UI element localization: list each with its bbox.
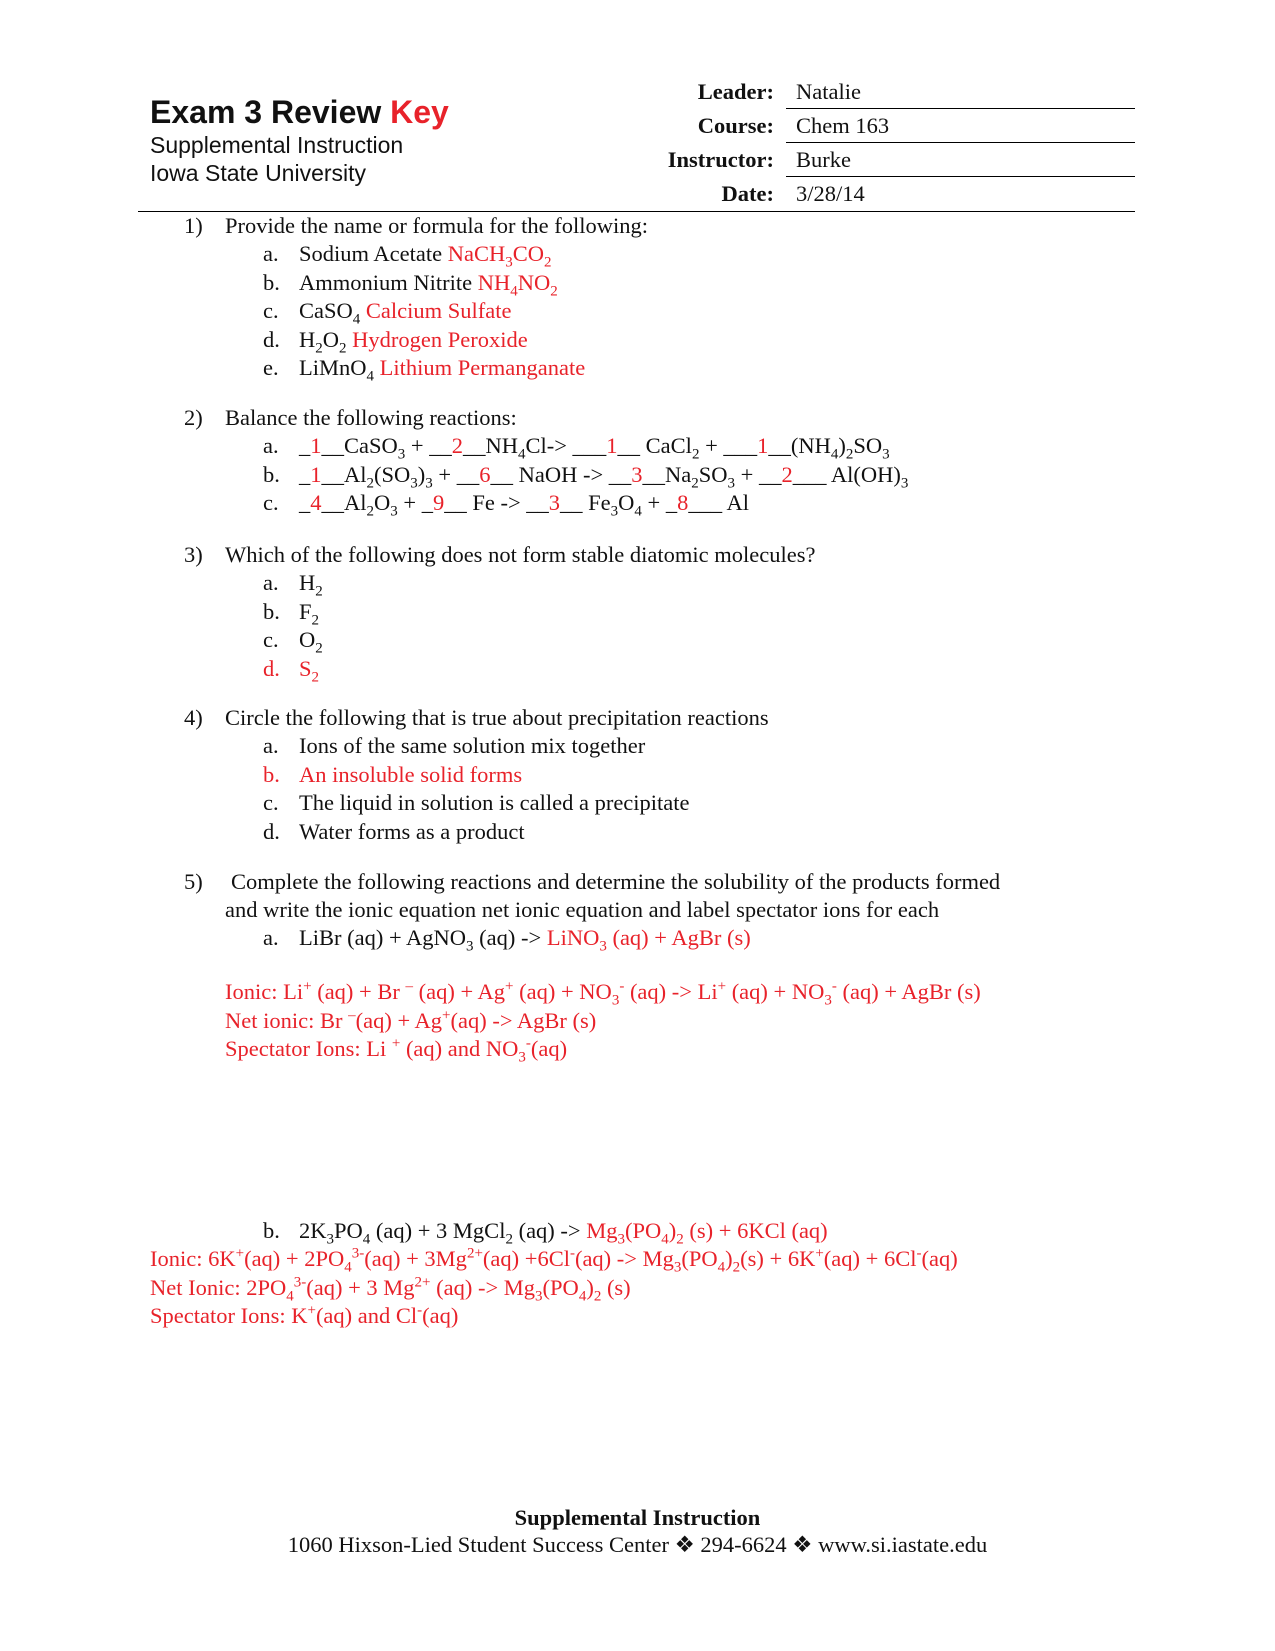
- option-item: [184, 269, 1104, 298]
- option-item: [184, 732, 1104, 761]
- reaction-b: [263, 1217, 828, 1246]
- option-letter: a.: [263, 925, 279, 950]
- reaction-a-products: LiNO$_3$ (aq) + AgBr (s): [546, 925, 751, 955]
- option-text: An insoluble solid forms: [299, 761, 523, 787]
- reaction-b-products: $Mg_3(PO_4)_2$ (s) + 6KCl (aq): [586, 1218, 828, 1248]
- option-letter: c.: [263, 790, 279, 815]
- option-body: [299, 269, 558, 298]
- option-body: [299, 626, 323, 655]
- option-letter: b.: [263, 269, 280, 295]
- reaction-a-net-ionic: Net ionic: Br –(aq) + Ag+(aq) -> AgBr (s): [225, 1007, 597, 1033]
- option-letter: b.: [263, 461, 280, 487]
- question-text: Which of the following does not form stable diatomic molecules?: [225, 542, 816, 567]
- header-field-label: Instructor:: [667, 147, 774, 172]
- reaction-b-spectator: Spectator Ions: K+(aq) and Cl-(aq): [150, 1302, 459, 1328]
- header-field-row: [640, 109, 1135, 143]
- option-body: [299, 732, 645, 761]
- option-letter: b.: [263, 1218, 280, 1243]
- option-letter: e.: [263, 355, 279, 380]
- option-body: [299, 489, 749, 518]
- question-number: 5): [184, 869, 203, 894]
- option-text: The liquid in solution is called a precipitate: [299, 790, 690, 815]
- option-text: $O_2$: [299, 627, 323, 657]
- header-field-label: Leader:: [697, 79, 774, 104]
- option-body: [299, 297, 511, 326]
- option-item: [184, 489, 1104, 518]
- option-text: $S_2$: [299, 655, 320, 685]
- option-body: [299, 432, 890, 461]
- option-body: [299, 461, 908, 490]
- option-item: [184, 297, 1104, 326]
- option-prompt: $H_2O_2$: [299, 326, 347, 356]
- question-text: Circle the following that is true about precipitation reactions: [225, 705, 769, 730]
- question-1: [184, 212, 1104, 383]
- header-field-label: Course:: [697, 113, 774, 138]
- option-letter: c.: [263, 627, 279, 652]
- option-text: Water forms as a product: [299, 818, 525, 844]
- option-text: $H_2$: [299, 570, 323, 600]
- question-text-line2: and write the ionic equation net ionic equation and label spectator ions for each: [225, 897, 940, 922]
- option-item: [184, 432, 1104, 461]
- option-letter: b.: [263, 761, 280, 787]
- question-text: Balance the following reactions:: [225, 405, 517, 430]
- option-letter: d.: [263, 326, 280, 352]
- header-field-label: Date:: [721, 181, 774, 206]
- question-number: 3): [184, 542, 203, 567]
- option-item: [184, 789, 1104, 818]
- reaction-b-ionic: Ionic: $6K^+(aq) + 2PO_4^{3-}(aq) + 3Mg^{2+}(aq) +6Cl^-(aq) -> Mg_3(PO_4)_2(s) + 6K^+(aq) + 6Cl^-(aq)$: [150, 1245, 958, 1276]
- option-item: [184, 626, 1104, 655]
- option-item: [184, 598, 1104, 627]
- option-prompt: Sodium Acetate: [299, 241, 443, 266]
- option-letter: d.: [263, 818, 280, 844]
- option-letter: c.: [263, 490, 279, 515]
- question-number: 4): [184, 705, 203, 730]
- question-5: [184, 868, 1144, 953]
- option-text: $F_2$: [299, 598, 320, 628]
- header-block: [150, 93, 449, 187]
- option-prompt: Ammonium Nitrite: [299, 269, 473, 295]
- option-item: [184, 461, 1104, 490]
- option-letter: a.: [263, 241, 279, 266]
- question-text: Provide the name or formula for the following:: [225, 213, 649, 238]
- option-answer: $NH_4NO_2$: [477, 269, 558, 299]
- header-field-value: Chem 163: [786, 109, 1135, 143]
- question-3: [184, 541, 1104, 683]
- option-prompt: LiMnO$_4$: [299, 355, 374, 385]
- option-item: [184, 240, 1104, 269]
- option-body: [299, 761, 522, 790]
- option-prompt: CaSO$_4$: [299, 298, 361, 328]
- option-item: [184, 326, 1104, 355]
- reaction-b-answers: [150, 1245, 958, 1331]
- question-number: 1): [184, 213, 203, 238]
- reaction-a-reactants: LiBr (aq) + AgNO$_3$ (aq) ->: [299, 925, 542, 955]
- option-answer: Calcium Sulfate: [365, 298, 512, 323]
- option-body: [299, 326, 528, 355]
- reaction-a-answers: [225, 978, 981, 1064]
- header-field-row: [640, 177, 1135, 211]
- option-body: [299, 569, 323, 598]
- title-key: Key: [390, 94, 449, 130]
- option-item: [184, 569, 1104, 598]
- reaction-b-net-ionic: Net Ionic: $2PO_4^{3-}(aq) + 3$ $Mg^{2+}$ $(aq) -> Mg_3(PO_4)_2$ (s): [150, 1274, 631, 1304]
- option-text: Ions of the same solution mix together: [299, 733, 646, 758]
- option-body: [299, 655, 319, 684]
- reaction-a: [184, 924, 1144, 953]
- reaction-a-ionic: Ionic: Li+ (aq) + Br – (aq) + Ag+ $(aq) + NO_3^-$ (aq) -> Li+ $(aq) + NO_3^-$ (aq) + AgBr (s): [225, 978, 981, 1009]
- option-body: [299, 240, 552, 269]
- footer-title: Supplemental Instruction: [514, 1505, 761, 1530]
- footer-contact: 1060 Hixson-Lied Student Success Center ❖ 294-6624 ❖ www.si.iastate.edu: [287, 1532, 988, 1557]
- header-field-row: [640, 75, 1135, 109]
- reaction-b-reactants: $2K_3PO_4$ (aq) + 3 MgCl$_2$ (aq) ->: [299, 1218, 581, 1248]
- option-body: [299, 789, 690, 818]
- reaction-equation: $\_1\_\_Al_2(SO_3)_3$ + __6__ NaOH -> $\_\_3\_\_Na_2SO_3$ + __2___ $Al(OH)_3$: [299, 461, 909, 491]
- option-letter: a.: [263, 570, 279, 595]
- header-field-value: 3/28/14: [796, 181, 865, 206]
- reaction-equation: _1__CaSO$_3$ + $\_\_2\_\_NH_4Cl->$ ___1__ CaCl$_2$ + $\_\_\_1\_\_(NH_4)_2SO_3$: [299, 433, 890, 463]
- option-letter: a.: [263, 433, 279, 458]
- subtitle-university: Iowa State University: [150, 160, 367, 186]
- question-3-options: [184, 569, 1104, 683]
- option-answer: Hydrogen Peroxide: [352, 326, 528, 352]
- page-title: [150, 93, 449, 131]
- question-number: 2): [184, 405, 203, 430]
- option-letter: a.: [263, 733, 279, 758]
- option-answer: Lithium Permanganate: [379, 355, 586, 380]
- option-answer: $NaCH_3CO_2$: [447, 241, 552, 271]
- header-field-row: [640, 143, 1135, 177]
- option-item: [184, 761, 1104, 790]
- header-fields: [640, 75, 1135, 211]
- reaction-a-spectator: Spectator Ions: Li + (aq) and $NO_3^-(aq)$: [225, 1035, 568, 1066]
- option-body: [299, 598, 319, 627]
- option-body: [299, 818, 525, 847]
- header-field-value: Burke: [786, 143, 1135, 177]
- subtitle-program: Supplemental Instruction: [150, 132, 404, 158]
- question-4: [184, 704, 1104, 846]
- title-text: Exam 3 Review: [150, 94, 382, 130]
- option-item: [184, 655, 1104, 684]
- option-item: [184, 354, 1104, 383]
- header-field-value: Natalie: [786, 75, 1135, 109]
- option-letter: c.: [263, 298, 279, 323]
- question-2: [184, 404, 1104, 518]
- question-4-options: [184, 732, 1104, 846]
- option-letter: b.: [263, 598, 280, 624]
- option-body: [299, 354, 585, 383]
- question-text-line1: Complete the following reactions and determine the solubility of the products formed: [231, 869, 1001, 894]
- question-2-reactions: [184, 432, 1104, 518]
- option-letter: d.: [263, 655, 280, 681]
- reaction-equation: $\_4\_\_Al_2O_3$ + _9__ Fe -> __3__ $Fe_3O_4$ + _8___ Al: [299, 490, 749, 520]
- option-item: [184, 818, 1104, 847]
- question-1-options: [184, 240, 1104, 383]
